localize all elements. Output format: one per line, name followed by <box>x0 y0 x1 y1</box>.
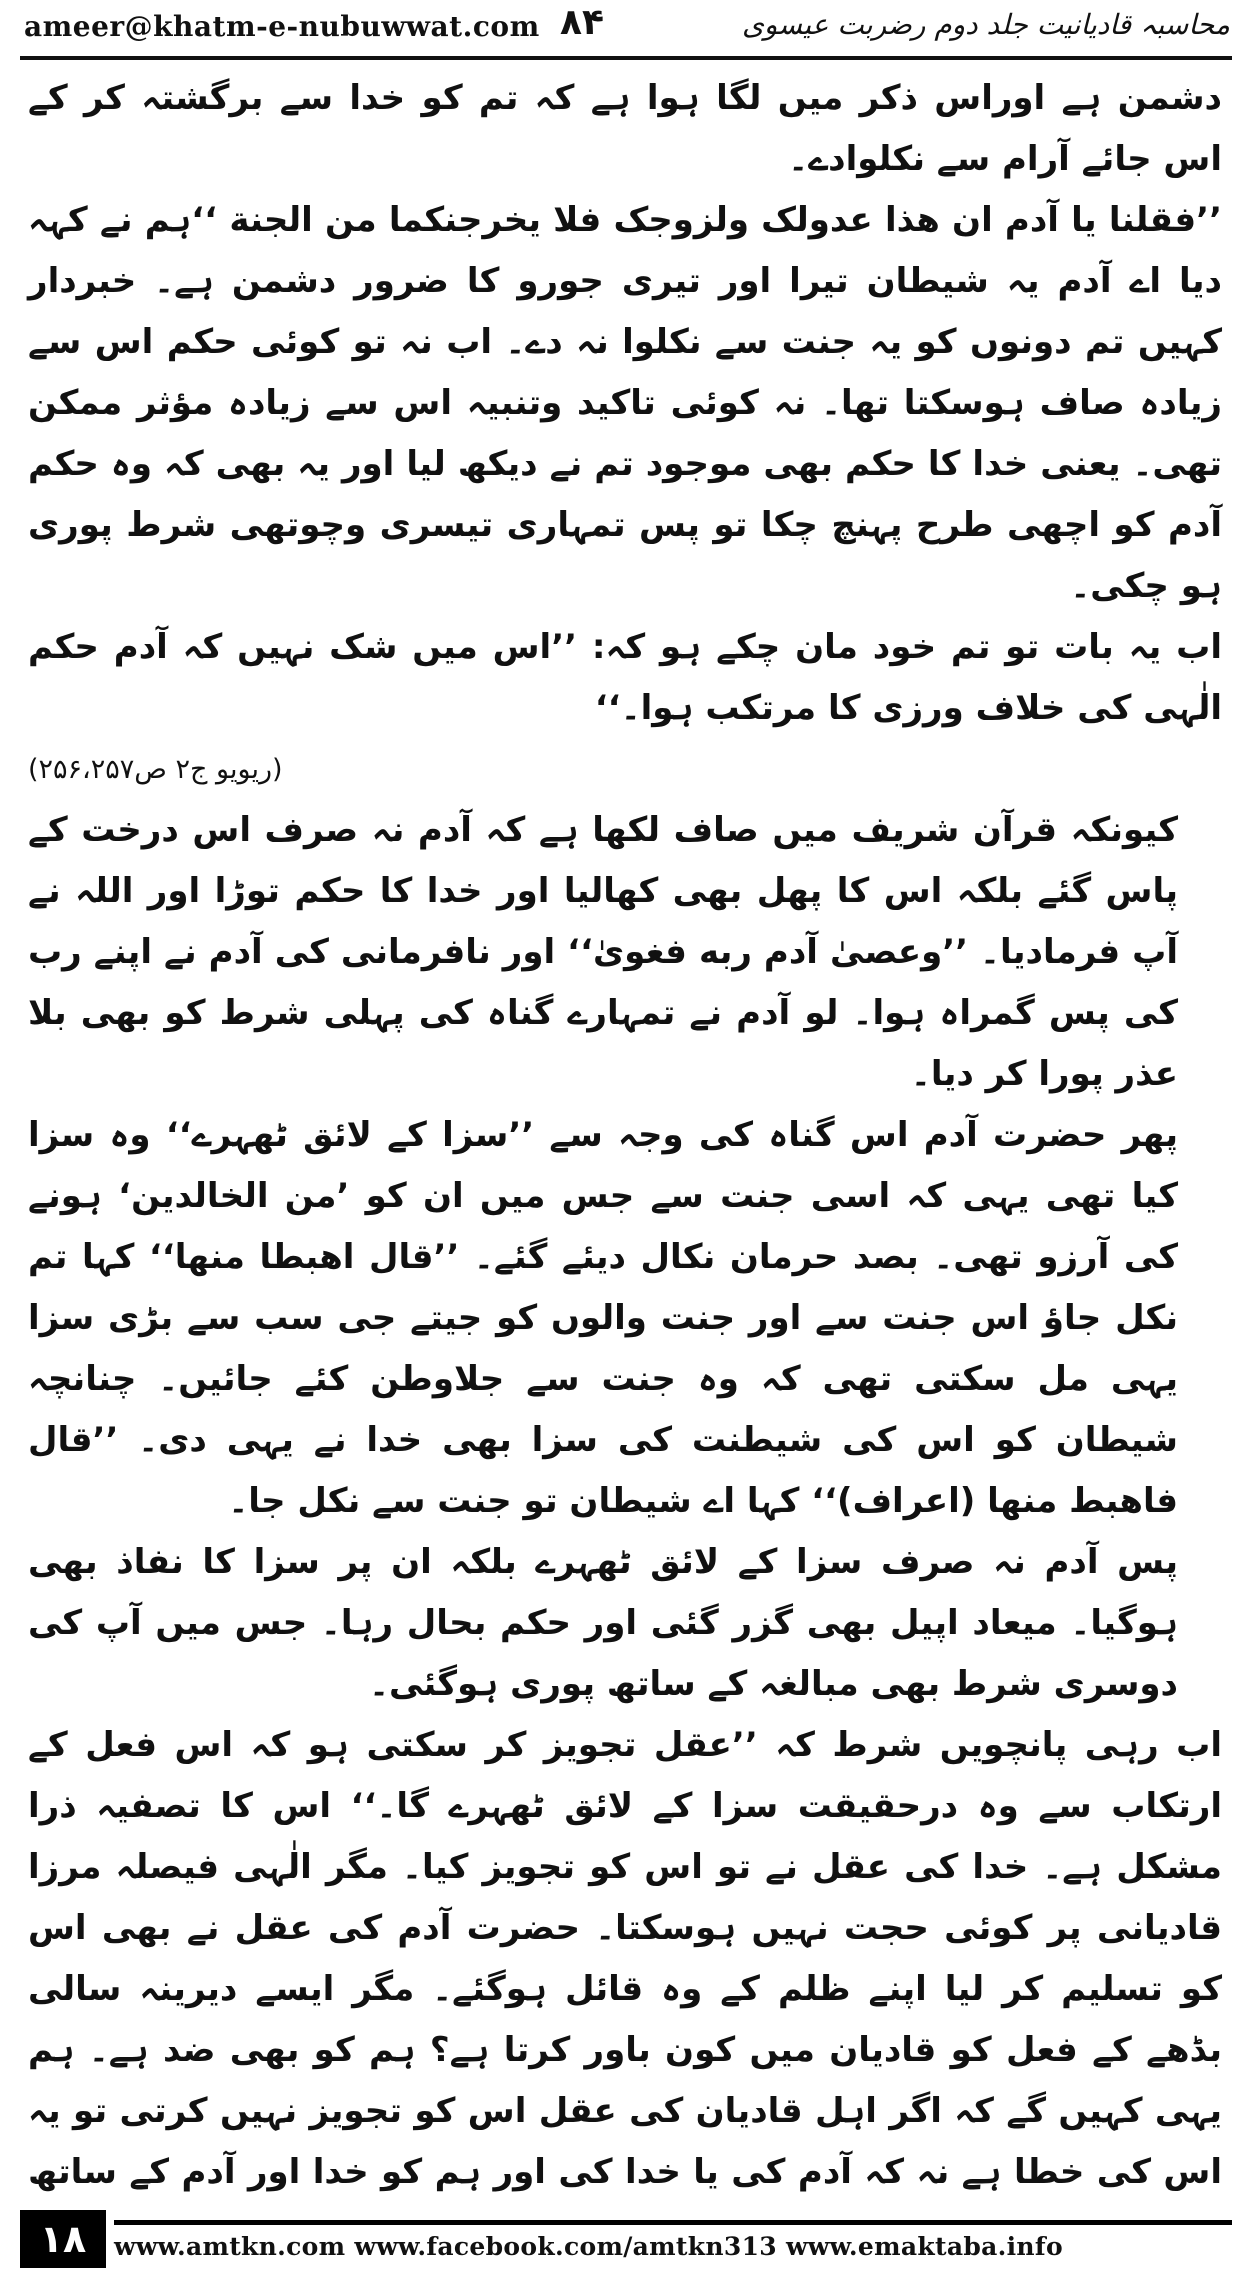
header-email: ameer@khatm-e-nubuwwat.com <box>24 10 540 43</box>
footer-page-number: ۱۸ <box>20 2210 106 2268</box>
header-book-title: محاسبہ قادیانیت جلد دوم رضربت عیسوی <box>741 8 1230 41</box>
paragraph-3: اب یہ بات تو تم خود مان چکے ہو کہ: ’’اس میں شک نہیں کہ آدم حکم الٰہی کی خلاف ورزی کا مرتکب ہوا۔‘‘ <box>28 627 1222 728</box>
footer-links[interactable]: www.amtkn.com www.facebook.com/amtkn313 www.emaktaba.info <box>114 2232 1063 2261</box>
page-body <box>26 68 1224 2203</box>
page-header <box>0 0 1252 62</box>
header-divider <box>20 56 1232 60</box>
paragraph-4: کیونکہ قرآن شریف میں صاف لکھا ہے کہ آدم نہ صرف اس درخت کے پاس گئے بلکہ اس کا پھل بھی کھالیا اور خدا کا حکم توڑا اور اللہ نے آپ فرمادیا۔ ’’وعصیٰ آدم ربه فغویٰ‘‘ اور نافرمانی کی آدم نے اپنے رب کی پس گمراہ ہوا۔ لو آدم نے تمہارے گناہ کی پہلی شرط کو بھی بلا عذر پورا کر دیا۔ <box>28 810 1178 1094</box>
page-footer <box>20 2210 1232 2270</box>
paragraph-5: پھر حضرت آدم اس گناہ کی وجہ سے ’’سزا کے لائق ٹھہرے‘‘ وہ سزا کیا تھی یہی کہ اسی جنت سے جس میں ان کو ’من الخالدین‘ ہونے کی آرزو تھی۔ بصد حرمان نکال دیئے گئے۔ ’’قال اهبطا منها‘‘ کہا تم نکل جاؤ اس جنت سے اور جنت والوں کو جیتے جی سب سے بڑی سزا یہی مل سکتی تھی کہ وہ جنت سے جلاوطن کئے جائیں۔ چنانچہ شیطان کو اس کی شیطنت کی سزا بھی خدا نے یہی دی۔ ’’قال فاهبط منها (اعراف)‘‘ کہا اے شیطان تو جنت سے نکل جا۔ <box>28 1115 1178 1521</box>
paragraph-7: اب رہی پانچویں شرط کہ ’’عقل تجویز کر سکتی ہو کہ اس فعل کے ارتکاب سے وہ درحقیقت سزا کے لائق ٹھہرے گا۔‘‘ اس کا تصفیہ ذرا مشکل ہے۔ خدا کی عقل نے تو اس کو تجویز کیا۔ مگر الٰہی فیصلہ مرزا قادیانی پر کوئی حجت نہیں ہوسکتا۔ حضرت آدم کی عقل نے بھی اس کو تسلیم کر لیا اپنے ظلم کے وہ قائل ہوگئے۔ مگر ایسے دیرینہ سالی بڈھے کے فعل کو قادیان میں کون باور کرتا ہے؟ ہم کو بھی ضد ہے۔ ہم یہی کہیں گے کہ اگر اہل قادیان کی عقل اس کو تجویز نہیں کرتی تو یہ اس کی خطا ہے نہ کہ آدم کی یا خدا کی اور ہم کو خدا اور آدم کے ساتھ <box>28 1725 1222 2192</box>
paragraph-1: دشمن ہے اوراس ذکر میں لگا ہوا ہے کہ تم کو خدا سے برگشتہ کر کے اس جائے آرام سے نکلوادے۔ <box>28 78 1222 179</box>
paragraph-6: پس آدم نہ صرف سزا کے لائق ٹھہرے بلکہ ان پر سزا کا نفاذ بھی ہوگیا۔ میعاد اپیل بھی گزر گئی اور حکم بحال رہا۔ جس میں آپ کی دوسری شرط بھی مبالغہ کے ساتھ پوری ہوگئی۔ <box>28 1542 1178 1704</box>
footer-divider <box>114 2220 1232 2225</box>
footer-bar <box>114 2220 1232 2266</box>
header-page-number: ۸۴ <box>560 2 604 43</box>
paragraph-2: ’’فقلنا یا آدم ان هذا عدولک ولزوجک فلا یخرجنکما من الجنة ‘‘ہم نے کہہ دیا اے آدم یہ شیطان تیرا اور تیری جورو کا ضرور دشمن ہے۔ خبردار کہیں تم دونوں کو یہ جنت سے نکلوا نہ دے۔ اب نہ تو کوئی حکم اس سے زیادہ صاف ہوسکتا تھا۔ نہ کوئی تاکید وتنبیہ اس سے زیادہ مؤثر ممکن تھی۔ یعنی خدا کا حکم بھی موجود تم نے دیکھ لیا اور یہ بھی کہ وہ حکم آدم کو اچھی طرح پہنچ چکا تو پس تمہاری تیسری وچوتھی شرط پوری ہو چکی۔ <box>28 200 1222 606</box>
citation-line <box>26 739 1224 800</box>
citation-reference: (ریویو ج۲ ص۲۵۶،۲۵۷) <box>28 754 283 785</box>
